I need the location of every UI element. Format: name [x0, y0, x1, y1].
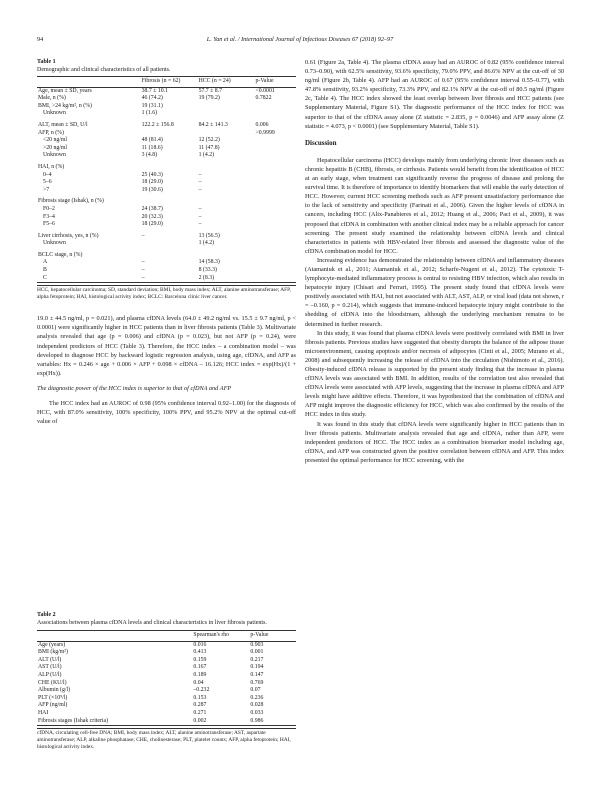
table-cell — [255, 187, 296, 195]
table-cell: 122.2 ± 156.8 — [141, 121, 174, 128]
discussion-paragraph-1: Hepatocellular carcinoma (HCC) develops mainly from underlying chronic liver diseases such as chronic hepatitis B (CHB), fibrosis, or cirrhosis. Patients would benefit from the identification of HCC at an early stage, when treatment can significantly reverse the progress of disease and prolong the survival time. It is therefore of importance to identify biomarkers that will enable the early detection of HCC. However, current HCC screening methods such as AFP present unsatisfactory performance due to the lack of sensitivity and specificity (Farinati et al., 2006). Given the higher levels of cfDNA in cancers, including HCC (Alix-Panabieres et al., 2012; Huang et al., 2006; Paci et al., 2009), it was proposed that cfDNA in combination with another clinical index may be a reliable approach for cancer screening. The present study examined the relationship between cfDNA levels and clinical characteristics in patients with HBV-related liver fibrosis and assessed the diagnostic value of the cfDNA combination model for HCC. — [305, 156, 564, 255]
table-cell: Albumin (g/l) — [38, 687, 71, 694]
right-paragraph-top: 0.61 (Figure 2a, Table 4). The plasma cfDNA assay had an AUROC of 0.82 (95% confidence interval 0.73–0.90), with 62.5% sensitivity, 93.6% specificity, 79.0% PPV, and 86.6% NPV at the cut-off of 30 ng/ml (Figure 2b, Table 4). AFP had an AUROC of 0.67 (95% confidence interval 0.55–0.77), with 47.8% sensitivity, 93.2% specificity, 73.3% PPV, and 82.1% NPV at the cut-off of 80.5 ng/ml (Figure 2c, Table 4). The HCC index showed the least overlap between liver fibrosis and HCC patients (see Supplementary Material, Figure S1). The diagnostic performance of the HCC index for HCC was superior to that of the cfDNA assay alone (Z statistic = 2.835, p = 0.0046) and AFP assay alone (Z statistic = 4.073, p < 0.0001) (see Supplementary Material, Table S1). — [305, 59, 564, 130]
table-cell: PLT (×10⁹/l) — [38, 694, 68, 701]
table-cell: 0.7822 — [255, 95, 272, 102]
table-cell: <20 ng/ml — [43, 137, 68, 144]
table-cell: Male, n (%) — [38, 95, 66, 102]
table-cell — [255, 240, 296, 248]
table-cell: 0.167 — [193, 664, 207, 671]
table-cell: 0.769 — [250, 679, 264, 686]
table-cell: – — [198, 213, 202, 220]
table-cell — [255, 259, 296, 267]
table-cell: F3–4 — [43, 213, 55, 220]
table-row — [37, 267, 296, 275]
table-cell: CHE (KU/l) — [38, 679, 67, 686]
table-row — [37, 641, 296, 649]
table-cell — [255, 137, 296, 145]
table-cell: ALP (U/l) — [38, 671, 62, 678]
table1-col-1: Fibrosis (n = 62) — [141, 78, 181, 84]
table-cell: 18 (29.0) — [141, 221, 163, 228]
table-row — [37, 87, 296, 95]
table-cell: – — [198, 205, 202, 212]
table1-label: Table 1 — [37, 59, 56, 65]
table-cell: 0.413 — [193, 649, 207, 656]
table-cell — [198, 194, 255, 206]
table-cell: AST (U/l) — [38, 664, 62, 671]
table-cell: Age (years) — [38, 641, 66, 648]
table-cell: 5–6 — [43, 179, 52, 186]
table-cell: 0.217 — [250, 656, 264, 663]
table-cell — [255, 103, 296, 111]
table-row — [37, 687, 296, 695]
table-cell: 0.006 — [255, 121, 269, 128]
table-cell: 0.028 — [250, 702, 264, 709]
table1-col-3: p-Value — [255, 78, 274, 84]
table2-col-2: p-Value — [250, 632, 269, 638]
table-row — [37, 702, 296, 710]
table-row — [37, 103, 296, 111]
table-cell: 24 (38.7) — [141, 205, 163, 212]
table-row — [37, 718, 296, 726]
table-cell: 0.986 — [250, 717, 264, 724]
table-cell: BMI (kg/m²) — [38, 649, 68, 656]
table-cell: 0.159 — [193, 656, 207, 663]
table-cell: –0.232 — [193, 687, 210, 694]
table-row — [37, 680, 296, 688]
table-cell: 1 (4.2) — [198, 240, 215, 247]
table-cell: 46 (74.2) — [141, 95, 163, 102]
table-cell: 0.04 — [193, 679, 204, 686]
table1-header-row — [37, 77, 296, 88]
table-cell — [198, 110, 255, 118]
left-subheading: The diagnostic power of the HCC index is superior to that of cfDNA and AFP — [37, 384, 232, 392]
table1-body — [37, 87, 296, 283]
table-row — [37, 248, 296, 260]
table-cell: 12 (52.2) — [198, 137, 220, 144]
table-row — [37, 187, 296, 195]
table-cell: 25 (40.3) — [141, 171, 163, 178]
table-cell: F5–6 — [43, 221, 55, 228]
discussion-paragraph-3: In this study, it was found that plasma cfDNA levels were positively correlated with BMI in liver fibrosis patients. Previous studies have suggested that obesity disrupts the balance of the adipose tissue microenvironment, causing apoptosis and/or necrosis of adipocytes (Cinti et al., 2005; Murano et al., 2008) and subsequently increasing the release of cfDNA into the circulation (Nishimoto et al., 2016). Obesity-induced cfDNA release is supported by the present study finding that the increase in plasma cfDNA levels was associated with BMI. In addition, results of the correlation test also revealed that cfDNA levels were associated with AFP levels, suggesting that the increase in plasma cfDNA and AFP levels might have additive effects. Therefore, it was hypothesized that the combination of cfDNA and AFP might improve the diagnostic efficiency for HCC, which was also confirmed by the results of the HCC index in this study. — [305, 329, 564, 419]
table1-grid — [37, 76, 296, 283]
table-cell — [255, 110, 296, 118]
table-row — [37, 259, 296, 267]
table-cell: Fibrosis stages (Ishak criteria) — [38, 717, 109, 724]
table-row — [37, 152, 296, 160]
table-cell — [255, 179, 296, 187]
table-cell — [255, 194, 296, 206]
table-cell: 19 (31.1) — [141, 102, 163, 109]
table-cell: Unknown — [43, 110, 66, 117]
table-cell: 0.147 — [250, 671, 264, 678]
table-cell: ALT, mean ± SD, U/l — [38, 121, 88, 128]
table-cell — [255, 152, 296, 160]
table-cell: 14 (58.3) — [198, 259, 220, 266]
table-cell: 0.236 — [250, 694, 264, 701]
table-cell: 48 (81.4) — [141, 137, 163, 144]
table-cell: 19 (79.2) — [198, 95, 220, 102]
table1-col-0 — [37, 77, 141, 88]
table-row — [37, 649, 296, 657]
table-cell: A — [43, 259, 48, 266]
left-paragraph-1: 19.0 ± 44.5 ng/ml, p = 0.021), and plasma cfDNA levels (64.0 ± 49.2 ng/ml vs. 15.5 ± 9.7 ng/ml, p < 0.0001) were significantly higher in HCC patients than in liver fibrosis patients (Table 3). Multivariate analysis revealed that age (p = 0.006) and cfDNA (p = 0.023), but not AFP (p = 0.24), were independent predictors of HCC (Table 3). Therefore, the HCC index – a combination model – was developed to diagnose HCC by backward logistic regression analysis, using age, cfDNA, and AFP as variables: Hx = 0.246 × age + 0.006 × AFP + 0.098 × cfDNA – 16.126; HCC index = exp(Hx)/(1 + exp(Hx)). — [37, 315, 296, 377]
table2-caption: Associations between plasma cfDNA levels and clinical characteristics in liver fibrosis patients. — [37, 620, 267, 626]
table1-col-2: HCC (n = 24) — [198, 78, 231, 84]
journal-citation: L. Yan et al. / International Journal of Infectious Diseases 67 (2018) 92–97 — [206, 36, 394, 43]
table-row — [37, 214, 296, 222]
table-cell: Fibrosis stage (Ishak), n (%) — [38, 198, 104, 205]
left-paragraph-2: The HCC index had an AUROC of 0.98 (95% confidence interval 0.92–1.00) for the diagnosis of HCC, with 87.0% sensitivity, 100% specificity, 100% PPV, and 95.2% NPV at the optimal cut-off value of — [37, 400, 296, 426]
table-cell: 0.07 — [250, 687, 261, 694]
table-row — [37, 221, 296, 229]
table-cell: 0.153 — [193, 694, 207, 701]
table2-header-row — [37, 631, 296, 642]
table-cell — [198, 248, 255, 260]
left-column — [37, 58, 296, 751]
table-cell: – — [141, 274, 145, 281]
table-row — [37, 240, 296, 248]
table-row — [37, 110, 296, 118]
table-row — [37, 194, 296, 206]
table-cell: 84.2 ± 141.3 — [198, 121, 228, 128]
table2-col-0 — [37, 631, 192, 642]
table-cell — [255, 214, 296, 222]
discussion-paragraph-2: Increasing evidence has demonstrated the relationship between cfDNA and inflammatory diseases (Atamaniuk et al., 2011; Atamaniuk et al., 2012; Scharfe-Nugent et al., 2012). The cytotoxic T-lymphocyte-mediated inflammatory process is central to resisting HBV infection, which also results in hepatocyte injury (Chisari and Ferrari, 1995). The present study found that cfDNA levels were positively associated with HAI, but not associated with ALT, AST, ALP, or viral load (data not shown, r = –0.160, p = 0.214), which suggests that immune-induced hepatocyte injury might contribute to the shedding of cfDNA into the bloodstream, although the underlying mechanism remains to be determined in further research. — [305, 256, 564, 328]
table-cell — [255, 172, 296, 180]
table-cell — [255, 229, 296, 241]
table-cell — [198, 103, 255, 111]
table-cell: 0.033 — [250, 709, 264, 716]
table-cell: 38.7 ± 10.1 — [141, 87, 168, 94]
table-row — [37, 206, 296, 214]
table2 — [37, 611, 296, 751]
table2-body — [37, 641, 296, 726]
table-cell: Unknown — [43, 152, 66, 159]
table-row — [37, 137, 296, 145]
table1 — [37, 58, 296, 301]
table-cell: 11 (47.8) — [198, 144, 220, 151]
running-header — [37, 36, 563, 48]
table-cell: AFP, n (%) — [38, 129, 64, 136]
table-cell: AFP (ng/ml) — [38, 702, 68, 709]
table-cell: HAI, n (%) — [38, 163, 65, 170]
table-cell — [255, 248, 296, 260]
discussion-heading: Discussion — [305, 138, 337, 147]
table-cell: – — [141, 259, 145, 266]
table-row — [37, 145, 296, 153]
page-number: 94 — [37, 36, 44, 43]
table-cell — [141, 248, 198, 260]
table-row — [37, 118, 296, 130]
left-body-text — [37, 314, 296, 426]
table-cell: – — [198, 221, 202, 228]
table-cell — [255, 221, 296, 229]
table-cell: 0–4 — [43, 171, 52, 178]
table-cell: 1 (4.2) — [198, 152, 215, 159]
table-cell: B — [43, 267, 47, 274]
table1-footnote: HCC, hepatocellular carcinoma; SD, standard deviation; BMI, body mass index; ALT, alanine aminotransferase; AFP, alpha fetoprotein; HAI, histological activity index; BCLC: Barcelona clinic liver cancer. — [37, 285, 296, 301]
table-row — [37, 695, 296, 703]
table-cell: BCLC stage, n (%) — [38, 251, 83, 258]
table-cell — [141, 194, 198, 206]
table-cell: 18 (29.0) — [141, 179, 163, 186]
table-row — [37, 229, 296, 241]
table-cell: 0.271 — [193, 709, 207, 716]
table-cell: 57.7 ± 8.7 — [198, 87, 223, 94]
table-cell: 20 (32.3) — [141, 213, 163, 220]
table-cell — [255, 206, 296, 214]
table-cell: 3 (4.8) — [141, 152, 158, 159]
table-row — [37, 95, 296, 103]
table-cell: 0.194 — [250, 664, 264, 671]
table-cell: HAI — [38, 709, 49, 716]
table-cell: 2 (8.3) — [198, 274, 215, 281]
table-row — [37, 130, 296, 138]
table-cell: C — [43, 274, 47, 281]
table-cell — [198, 160, 255, 172]
discussion-paragraph-4: It was found in this study that cfDNA levels were significantly higher in HCC patients than in liver fibrosis patients. Multivariate analysis revealed that age and cfDNA, rather than AFP, were independent predictors of HCC. The HCC index as a combination biomarker model including age, cfDNA, and AFP was constructed given the positive correlation between cfDNA and AFP. This index presented the optimal performance for HCC screening, with the — [305, 420, 564, 464]
table-row — [37, 664, 296, 672]
right-column — [305, 58, 564, 465]
table2-grid — [37, 630, 296, 726]
table-row — [37, 710, 296, 718]
table-cell: >7 — [43, 186, 50, 193]
table-cell: 8 (33.3) — [198, 267, 217, 274]
table-row — [37, 172, 296, 180]
table-cell: – — [198, 179, 202, 186]
table-cell: >20 ng/ml — [43, 144, 68, 151]
table-cell: BMI, >24 kg/m², n (%) — [38, 102, 92, 109]
table-row — [37, 657, 296, 665]
table-cell: 1 (1.6) — [141, 110, 158, 117]
table-cell — [255, 275, 296, 283]
table-cell: 11 (18.6) — [141, 144, 163, 151]
table-cell: – — [198, 186, 202, 193]
table-cell: Liver cirrhosis, yes, n (%) — [38, 232, 99, 239]
table-cell: >0.9999 — [255, 129, 275, 136]
table-cell: – — [198, 171, 202, 178]
table2-label: Table 2 — [37, 612, 56, 618]
table-row — [37, 275, 296, 283]
table-cell — [255, 267, 296, 275]
table-cell: 0.002 — [193, 717, 207, 724]
table-cell: 0.189 — [193, 671, 207, 678]
table2-footnote: cfDNA, circulating cell-free DNA; BMI, body mass index; ALT, alanine aminotransferase; AST, aspartate aminotransferase; ALP, alkaline phosphatase; CHE, cholinesterase; PLT, platelet counts; AFP, alpha fetoprotein; HAI, histological activity index. — [37, 728, 296, 751]
table2-col-1: Spearman's rho — [193, 632, 230, 638]
table-cell: – — [141, 232, 145, 239]
table-cell: – — [141, 267, 145, 274]
table-cell: Unknown — [43, 240, 66, 247]
table-cell: 0.001 — [250, 649, 264, 656]
table-cell — [141, 240, 198, 248]
table-cell: 13 (56.5) — [198, 232, 220, 239]
table-cell — [255, 160, 296, 172]
table-row — [37, 179, 296, 187]
table-cell: F0–2 — [43, 205, 55, 212]
table-row — [37, 672, 296, 680]
table-cell: Age, mean ± SD, years — [38, 87, 92, 94]
table-cell — [141, 160, 198, 172]
table-cell: <0.0001 — [255, 87, 275, 94]
table-cell: 19 (30.6) — [141, 186, 163, 193]
table-cell — [255, 145, 296, 153]
table-cell: 0.287 — [193, 702, 207, 709]
table-cell: 0.016 — [193, 641, 207, 648]
table-cell: ALT (U/l) — [38, 656, 62, 663]
table-row — [37, 160, 296, 172]
table-cell: 0.903 — [250, 641, 264, 648]
table1-caption: Demographic and clinical characteristics of all patients. — [37, 67, 171, 73]
